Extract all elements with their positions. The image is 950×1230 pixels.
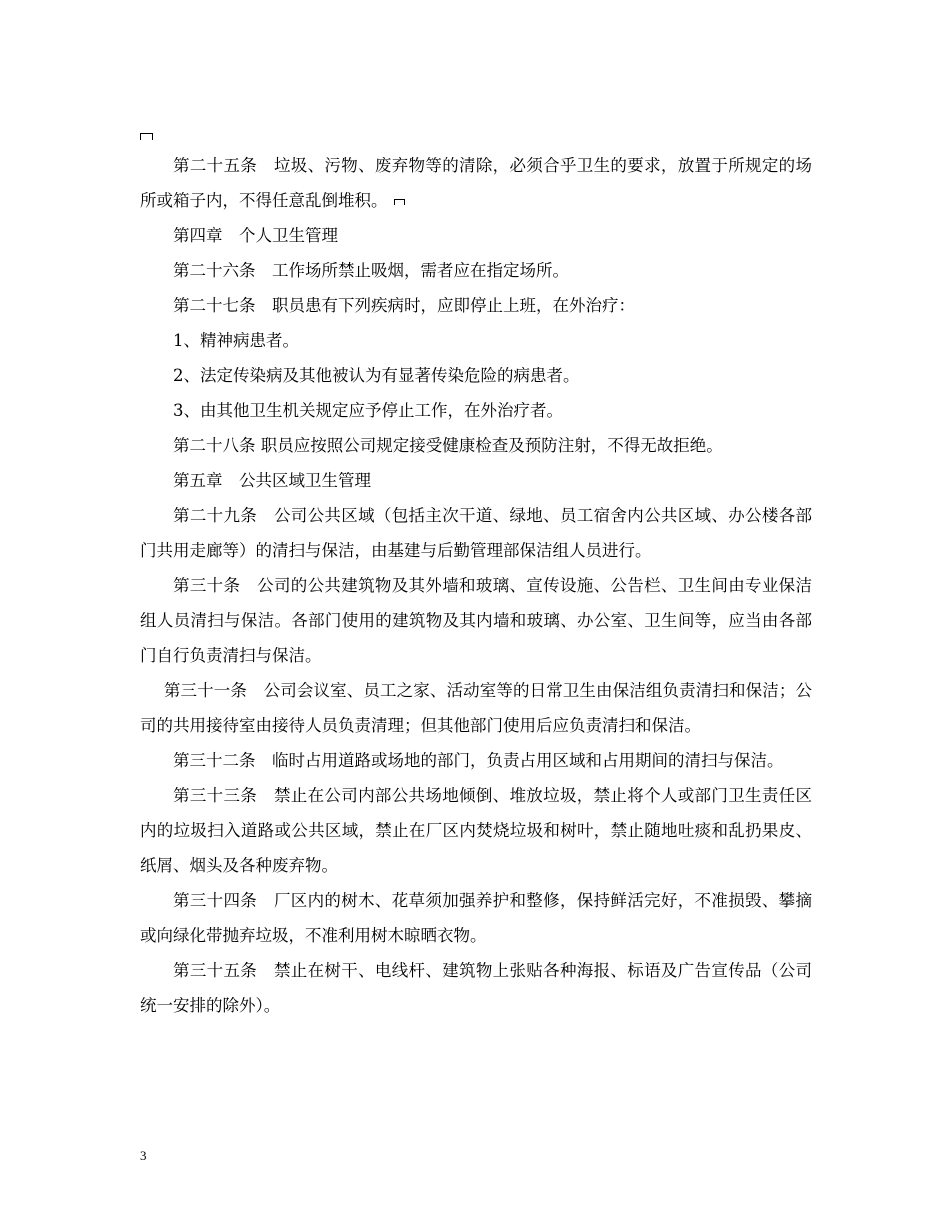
article-25: [140, 148, 812, 218]
article-33: 第三十三条 禁止在公司内部公共场地倾倒、堆放垃圾，禁止将个人或部门卫生责任区内的垃圾扫入道路或公共区域，禁止在厂区内焚烧垃圾和树叶，禁止随地吐痰和乱扔果皮、纸屑、烟头及各种废弃物。: [140, 786, 812, 875]
article-34: 第三十四条 厂区内的树木、花草须加强养护和整修，保持鲜活完好，不准损毁、攀摘或向绿化带抛弃垃圾，不准利用树木晾晒衣物。: [140, 891, 812, 945]
section-mark-icon: [394, 199, 405, 205]
article-32: 第三十二条 临时占用道路或场地的部门，负责占用区域和占用期间的清扫与保洁。: [173, 751, 784, 770]
document-body: [140, 148, 812, 1023]
article-31: 第三十一条 公司会议室、员工之家、活动室等的日常卫生由保洁组负责清扫和保洁；公司的共用接待室由接待人员负责清理；但其他部门使用后应负责清扫和保洁。: [140, 681, 812, 735]
article-30: 第三十条 公司的公共建筑物及其外墙和玻璃、宣传设施、公告栏、卫生间由专业保洁组人员清扫与保洁。各部门使用的建筑物及其内墙和玻璃、办公室、卫生间等，应当由各部门自行负责清扫与保洁。: [140, 576, 812, 665]
chapter-5-heading: 第五章 公共区域卫生管理: [173, 471, 371, 490]
article-27: 第二十七条 职员患有下列疾病时，应即停止上班，在外治疗：: [173, 296, 635, 315]
list-item-1: 1、精神病患者。: [173, 331, 299, 350]
chapter-4-heading: 第四章 个人卫生管理: [173, 226, 338, 245]
article-25-text: 第二十五条 垃圾、污物、废弃物等的清除，必须合乎卫生的要求，放置于所规定的场所或箱子内，不得任意乱倒堆积。: [140, 156, 812, 210]
article-28: 第二十八条 职员应按照公司规定接受健康检查及预防注射，不得无故拒绝。: [173, 436, 723, 455]
page-number: 3: [140, 1148, 147, 1163]
article-29: 第二十九条 公司公共区域（包括主次干道、绿地、员工宿舍内公共区域、办公楼各部门共用走廊等）的清扫与保洁，由基建与后勤管理部保洁组人员进行。: [140, 506, 812, 560]
article-26: 第二十六条 工作场所禁止吸烟，需者应在指定场所。: [173, 261, 569, 280]
article-35: 第三十五条 禁止在树干、电线杆、建筑物上张贴各种海报、标语及广告宣传品（公司统一安排的除外）。: [140, 961, 812, 1015]
list-item-2: 2、法定传染病及其他被认为有显著传染危险的病患者。: [173, 366, 580, 385]
list-item-3: 3、由其他卫生机关规定应予停止工作，在外治疗者。: [173, 401, 563, 420]
section-mark-icon: [140, 133, 153, 140]
